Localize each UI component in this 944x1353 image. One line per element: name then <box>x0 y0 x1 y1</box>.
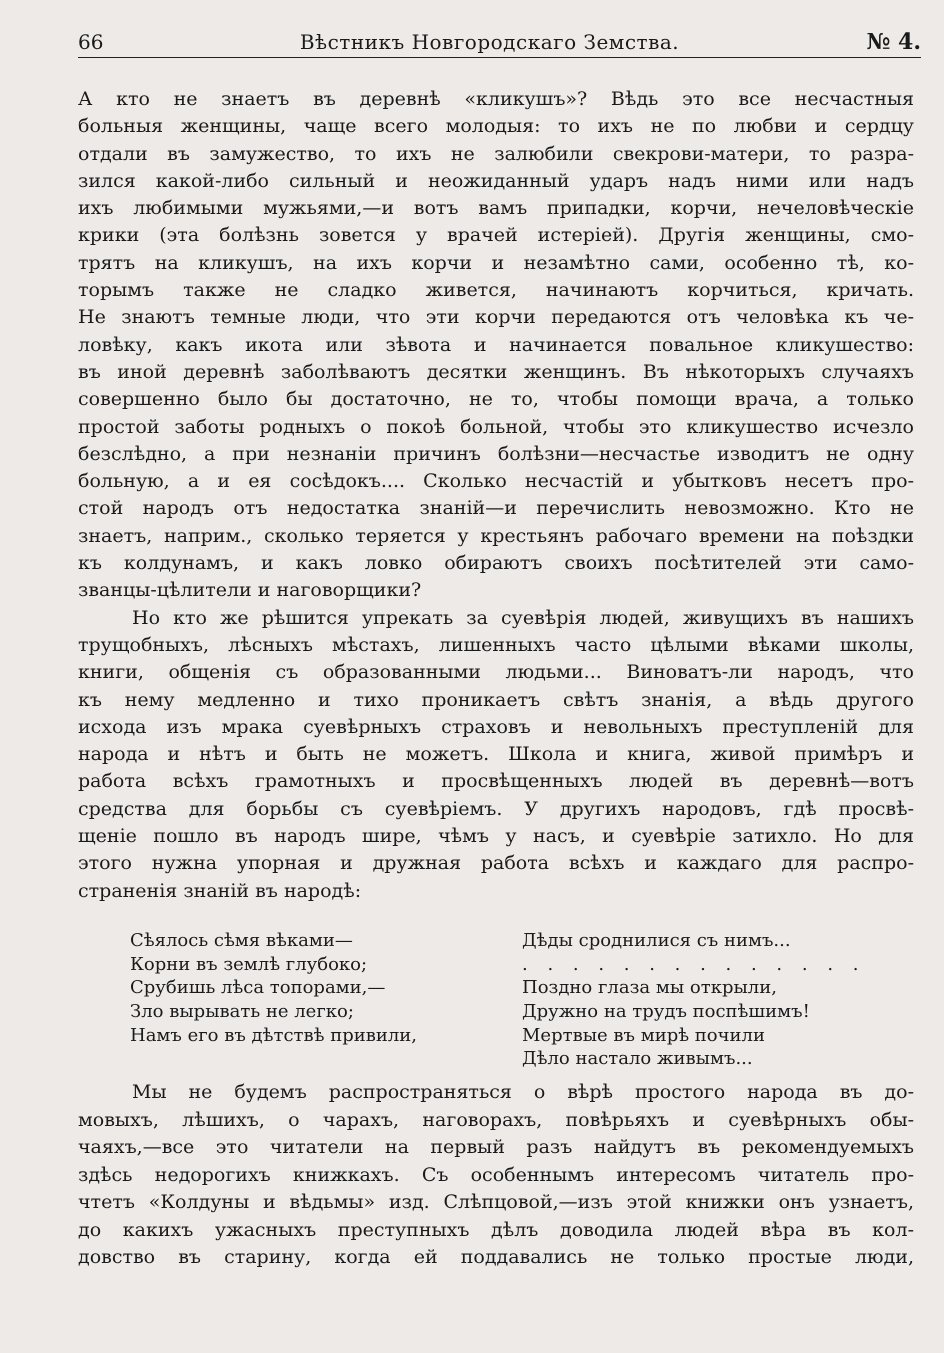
paragraph-3 <box>78 1079 914 1272</box>
text-line: званцы-цѣлители и наговорщики? <box>78 579 422 602</box>
text-line: страненія знаній въ народѣ: <box>78 879 362 902</box>
poem-right-column <box>522 929 870 1071</box>
text-line: работа всѣхъ грамотныхъ и просвѣщенныхъ людей въ деревнѣ—вотъ <box>78 770 914 793</box>
poem-line: Дружно на трудъ поспѣшимъ! <box>522 1001 810 1023</box>
text-line: Но кто же рѣшится упрекать за суевѣрія людей, живущихъ въ нашихъ <box>132 606 914 629</box>
text-line: больныя женщины, чаще всего молодыя: то ихъ не по любви и сердцу <box>78 115 914 138</box>
poem-line: Мертвые въ мирѣ почили <box>522 1024 765 1046</box>
issue-number: № 4. <box>866 29 921 55</box>
text-line: простой заботы родныхъ о покоѣ больной, чтобы это кликушество исчезло <box>78 415 914 438</box>
text-line: чаяхъ,—все это читатели на первый разъ найдутъ въ рекомендуемыхъ <box>78 1136 914 1158</box>
text-line: до какихъ ужасныхъ преступныхъ дѣлъ доводила людей вѣра въ кол- <box>78 1218 914 1241</box>
page-number: 66 <box>78 30 104 54</box>
text-line: Мы не будемъ распространяться о вѣрѣ простого народа въ до- <box>132 1081 914 1103</box>
poem-line: Дѣды сроднилися съ нимъ... <box>522 930 791 951</box>
text-line: къ нему медленно и тихо проникаетъ свѣтъ знанія, а вѣдь другого <box>78 688 914 711</box>
text-line: ихъ любимыми мужьями,—и вотъ вамъ припадки, корчи, нечеловѣческіе <box>78 197 914 220</box>
poem-line: Дѣло настало живымъ... <box>522 1048 753 1070</box>
main-text-block <box>78 86 914 905</box>
poem-left-column <box>130 929 522 1071</box>
text-line: стой народъ отъ недостатка знаній—и перечислить невозможно. Кто не <box>78 497 914 520</box>
text-line: трущобныхъ, лѣсныхъ мѣстахъ, лишенныхъ часто цѣлыми вѣками школы, <box>78 633 914 656</box>
text-line: больную, а и ея сосѣдокъ.... Сколько несчастій и убытковъ несетъ про- <box>78 470 914 493</box>
text-line: знаетъ, наприм., сколько теряется у крестьянъ рабочаго времени на поѣздки <box>78 524 914 547</box>
text-line: книги, общенія съ образованными людьми... Виноватъ-ли народъ, что <box>78 661 914 684</box>
text-line: чтетъ «Колдуны и вѣдьмы» изд. Слѣпцовой,—изъ этой книжки онъ узнаетъ, <box>78 1191 914 1213</box>
text-line: крики (эта болѣзнь зовется у врачей истеріей). Другія женщины, смо- <box>78 224 914 247</box>
text-line: средства для борьбы съ суевѣріемъ. У другихъ народовъ, гдѣ просвѣ- <box>78 797 914 820</box>
poem-line: Поздно глаза мы открыли, <box>522 977 777 999</box>
text-line: совершенно было бы достаточно, не то, чтобы помощи врача, а только <box>78 388 914 411</box>
poem-line: Намъ его въ дѣтствѣ привили, <box>130 1024 417 1046</box>
text-line: довство въ старину, когда ей поддавались не только простые люди, <box>78 1246 914 1268</box>
poem <box>130 929 870 1071</box>
text-line: въ иной деревнѣ заболѣваютъ десятки женщинъ. Въ нѣкоторыхъ случаяхъ <box>78 360 914 383</box>
paragraph-2 <box>78 605 914 905</box>
text-line: здѣсь недорогихъ книжкахъ. Съ особеннымъ интересомъ читатель про- <box>78 1163 914 1186</box>
text-line: трятъ на кликушъ, на ихъ корчи и незамѣтно сами, особенно тѣ, ко- <box>78 251 914 274</box>
text-line: А кто не знаетъ въ деревнѣ «кликушъ»? Вѣдь это все несчастныя <box>78 88 914 110</box>
running-head <box>78 28 921 58</box>
text-line: исхода изъ мрака суевѣрныхъ страховъ и невольныхъ преступленій для <box>78 715 914 738</box>
text-line: народа и нѣтъ и быть не можетъ. Школа и книга, живой примѣръ и <box>78 743 914 766</box>
journal-title: Вѣстникъ Новгородскаго Земства. <box>299 30 680 54</box>
paragraph-1 <box>78 86 914 605</box>
poem-line: Сѣялось сѣмя вѣками— <box>130 930 353 951</box>
poem-line: Зло вырывать не легко; <box>130 1001 354 1023</box>
poem-ellipsis-line: . . . . . . . . . . . . . . <box>522 953 866 975</box>
text-line: зился какой-либо сильный и неожиданный ударъ надъ ними или надъ <box>78 169 914 192</box>
text-line: къ колдунамъ, и какъ ловко обираютъ своихъ посѣтителей эти само- <box>78 552 914 575</box>
poem-line: Срубишь лѣса топорами,— <box>130 977 386 999</box>
text-line: безслѣдно, а при незнаніи причинъ болѣзни—несчастье изводитъ не одну <box>78 442 914 465</box>
text-line: этого нужна упорная и дружная работа всѣхъ и каждаго для распро- <box>78 852 914 875</box>
text-line: щеніе пошло въ народъ шире, чѣмъ у насъ, и суевѣріе затихло. Но для <box>78 825 914 848</box>
text-line: отдали въ замужество, то ихъ не залюбили свекрови-матери, то разра- <box>78 142 914 165</box>
poem-line: Корни въ землѣ глубоко; <box>130 953 368 975</box>
text-line: ловѣку, какъ икота или зѣвота и начинается повальное кликушество: <box>78 333 914 356</box>
text-line: мовыхъ, лѣшихъ, о чарахъ, наговорахъ, повѣрьяхъ и суевѣрныхъ обы- <box>78 1108 914 1131</box>
text-line: торымъ также не сладко живется, начинаютъ корчиться, кричать. <box>78 279 914 302</box>
text-line: Не знаютъ темные люди, что эти корчи передаются отъ человѣка къ че- <box>78 306 914 329</box>
